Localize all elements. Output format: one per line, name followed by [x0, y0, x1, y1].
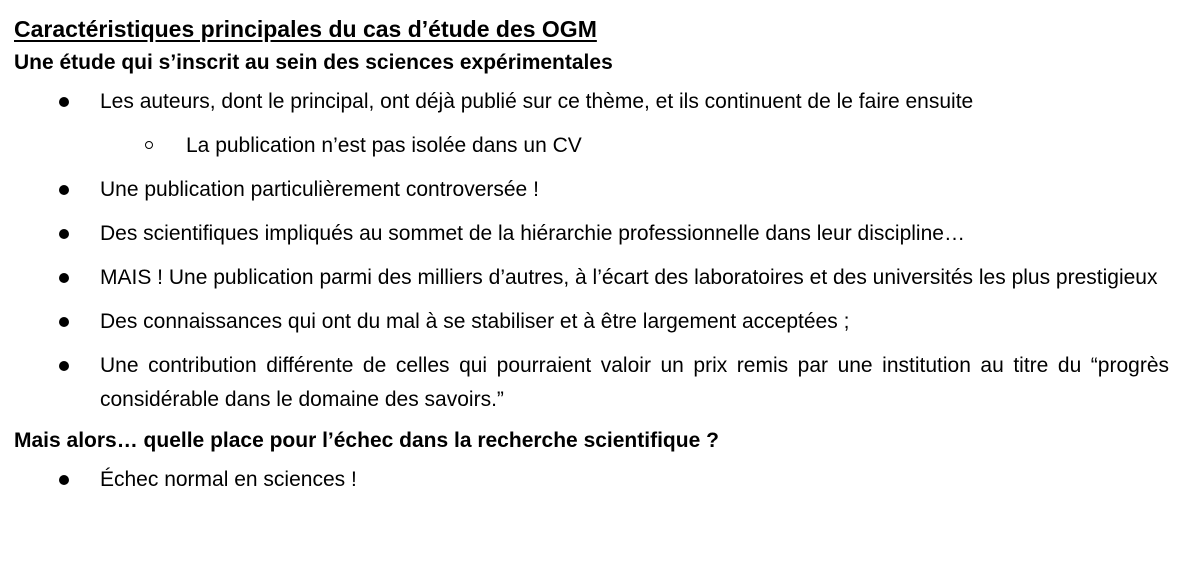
bullet-dot-icon	[59, 317, 69, 327]
list-item-text: Des scientifiques impliqués au sommet de la hiérarchie professionnelle dans leur discipline…	[100, 222, 965, 245]
list-item	[14, 463, 1169, 497]
bullet-list-main	[14, 85, 1169, 417]
list-item	[14, 349, 1169, 417]
bullet-circle-icon	[145, 141, 153, 149]
list-item	[14, 305, 1169, 339]
list-item-text: Des connaissances qui ont du mal à se stabiliser et à être largement acceptées ;	[100, 310, 850, 333]
list-item	[14, 173, 1169, 207]
list-item-text: MAIS ! Une publication parmi des milliers d’autres, à l’écart des laboratoires et des universités les plus prestigieux	[100, 266, 1158, 289]
section-heading-experimental-sciences: Une étude qui s’inscrit au sein des sciences expérimentales	[14, 51, 613, 74]
list-item-text: Une contribution différente de celles qui pourraient valoir un prix remis par une institution au titre du “progrès considérable dans le domaine des savoirs.”	[100, 354, 1169, 411]
list-subitem-text: La publication n’est pas isolée dans un CV	[186, 134, 582, 157]
bullet-dot-icon	[59, 229, 69, 239]
bullet-dot-icon	[59, 185, 69, 195]
bullet-dot-icon	[59, 273, 69, 283]
bullet-list-secondary	[14, 463, 1169, 497]
list-item	[14, 261, 1169, 295]
bullet-dot-icon	[59, 475, 69, 485]
list-item-text: Échec normal en sciences !	[100, 468, 357, 491]
bullet-dot-icon	[59, 97, 69, 107]
section-heading-failure-question: Mais alors… quelle place pour l’échec dans la recherche scientifique ?	[14, 429, 719, 452]
bullet-dot-icon	[59, 361, 69, 371]
document-title: Caractéristiques principales du cas d’étude des OGM	[14, 16, 597, 42]
list-item	[14, 217, 1169, 251]
list-item-text: Une publication particulièrement controversée !	[100, 178, 539, 201]
list-item	[14, 85, 1169, 119]
list-subitem	[14, 129, 1169, 163]
list-item-text: Les auteurs, dont le principal, ont déjà publié sur ce thème, et ils continuent de le faire ensuite	[100, 90, 974, 113]
